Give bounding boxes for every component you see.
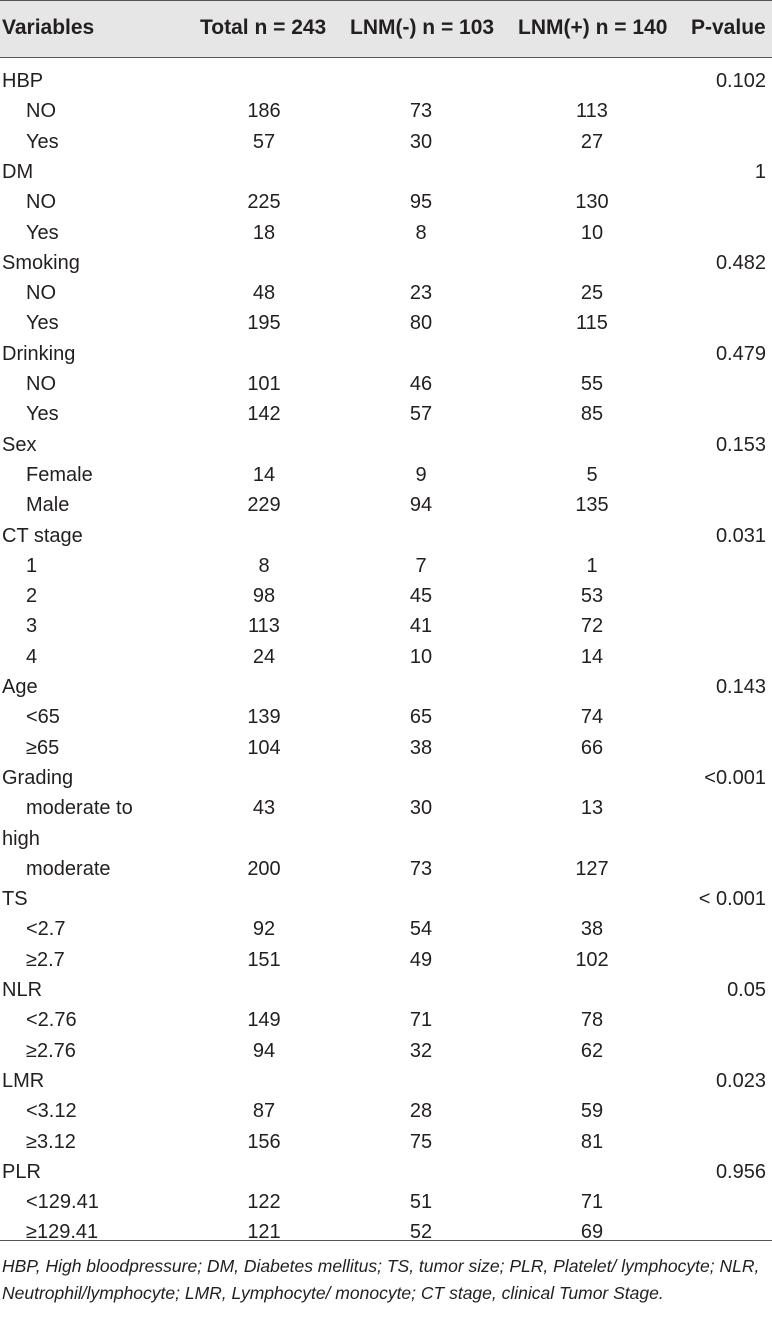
cell-lnm-positive: 69 xyxy=(580,1221,604,1244)
row-label: ≥129.41 xyxy=(26,1221,99,1244)
cell-total: 43 xyxy=(252,797,276,820)
header-lnm-positive: LNM(+) n = 140 xyxy=(518,16,668,39)
cell-total: 195 xyxy=(247,312,281,335)
cell-lnm-positive: 81 xyxy=(580,1130,604,1153)
row-label: moderate xyxy=(26,857,111,880)
row-label: NO xyxy=(26,282,56,305)
cell-lnm-positive: 71 xyxy=(580,1191,604,1214)
row-label: Smoking xyxy=(2,251,80,274)
table-row xyxy=(0,523,772,553)
cell-total: 229 xyxy=(247,494,281,517)
row-label: 3 xyxy=(26,615,38,638)
table-row xyxy=(0,674,772,704)
table-row xyxy=(0,189,772,219)
row-label: 1 xyxy=(26,554,38,577)
table-row xyxy=(0,856,772,886)
cell-lnm-positive: 135 xyxy=(575,494,609,517)
cell-lnm-positive: 127 xyxy=(575,857,609,880)
row-label: Yes xyxy=(26,130,59,153)
table-row xyxy=(0,613,772,643)
table-row xyxy=(0,886,772,916)
cell-lnm-positive: 25 xyxy=(580,282,604,305)
table-footnote: HBP, High bloodpressure; DM, Diabetes mellitus; TS, tumor size; PLR, Platelet/ lymphocyte; NLR, Neutrophil/lymphocyte; LMR, Lymphocyte/ monocyte; CT stage, clinical Tumor Stage. xyxy=(2,1256,760,1303)
table-header xyxy=(0,0,772,58)
table-row xyxy=(0,310,772,340)
cell-lnm-negative: 52 xyxy=(409,1221,433,1244)
cell-total: 14 xyxy=(252,463,276,486)
row-label: ≥2.76 xyxy=(26,1039,76,1062)
row-label: PLR xyxy=(2,1160,41,1183)
row-label: moderate to xyxy=(26,797,133,820)
cell-lnm-positive: 130 xyxy=(575,191,609,214)
row-label: NLR xyxy=(2,979,43,1001)
cell-lnm-negative: 38 xyxy=(409,736,433,759)
header-p-value: P-value xyxy=(691,16,766,39)
table-row xyxy=(0,826,772,856)
cell-total: 200 xyxy=(247,857,281,880)
cell-total: 104 xyxy=(247,736,281,759)
row-label: <2.7 xyxy=(26,918,66,941)
cell-lnm-positive: 5 xyxy=(586,463,598,486)
cell-lnm-positive: 78 xyxy=(580,1009,604,1032)
cell-p-value: 0.153 xyxy=(715,433,766,456)
header-lnm-negative: LNM(-) n = 103 xyxy=(350,16,495,39)
cell-lnm-negative: 49 xyxy=(409,948,433,971)
row-label: <65 xyxy=(26,706,60,729)
cell-p-value: 0.482 xyxy=(715,251,766,274)
row-label: ≥65 xyxy=(26,736,60,759)
table-row xyxy=(0,916,772,946)
cell-lnm-negative: 57 xyxy=(409,403,433,426)
cell-lnm-positive: 10 xyxy=(580,221,604,244)
cell-total: 151 xyxy=(247,948,281,971)
cell-p-value: 0.031 xyxy=(715,524,766,547)
row-label: <3.12 xyxy=(26,1100,77,1123)
cell-lnm-positive: 72 xyxy=(580,615,604,638)
row-label: TS xyxy=(2,888,28,911)
cell-total: 8 xyxy=(258,554,270,577)
cell-lnm-positive: 27 xyxy=(580,130,604,153)
row-label: Yes xyxy=(26,312,59,335)
row-label: Male xyxy=(26,494,70,517)
cell-lnm-positive: 113 xyxy=(576,100,608,123)
cell-p-value: 0.143 xyxy=(715,676,766,698)
cell-total: 113 xyxy=(248,615,280,638)
row-label: HBP xyxy=(2,70,44,92)
table-row xyxy=(0,492,772,522)
cell-total: 48 xyxy=(252,282,276,305)
cell-p-value: <0.001 xyxy=(704,766,766,789)
cell-lnm-positive: 53 xyxy=(580,585,604,608)
cell-total: 142 xyxy=(247,403,281,426)
cell-p-value: 1 xyxy=(754,160,766,183)
cell-total: 121 xyxy=(247,1221,281,1244)
table-row xyxy=(0,401,772,431)
cell-total: 92 xyxy=(252,918,276,941)
cell-total: 225 xyxy=(247,191,281,214)
cell-p-value: 0.023 xyxy=(715,1069,766,1092)
cell-lnm-positive: 55 xyxy=(580,373,604,395)
cell-lnm-positive: 59 xyxy=(580,1100,604,1123)
cell-total: 18 xyxy=(252,221,276,244)
table-row xyxy=(0,1038,772,1068)
header-total: Total n = 243 xyxy=(200,16,327,39)
cell-p-value: 0.479 xyxy=(715,342,766,365)
cell-lnm-negative: 73 xyxy=(409,857,433,880)
table-bottom-rule xyxy=(0,1240,772,1241)
cell-lnm-negative: 65 xyxy=(409,706,433,729)
cell-lnm-positive: 14 xyxy=(580,645,604,668)
table-row xyxy=(0,1129,772,1159)
table-row xyxy=(0,250,772,280)
table-row xyxy=(0,704,772,734)
cell-p-value: 0.102 xyxy=(715,70,766,92)
cell-total: 122 xyxy=(247,1191,281,1214)
cell-lnm-positive: 1 xyxy=(586,554,598,577)
cell-lnm-negative: 71 xyxy=(409,1009,433,1032)
row-label: Yes xyxy=(26,221,59,244)
table-row xyxy=(0,280,772,310)
row-label: 4 xyxy=(26,645,38,668)
cell-total: 149 xyxy=(247,1009,281,1032)
table-row xyxy=(0,977,772,1007)
row-label: Drinking xyxy=(2,342,76,365)
table-row xyxy=(0,1068,772,1098)
cell-lnm-positive: 102 xyxy=(575,948,609,971)
cell-lnm-negative: 8 xyxy=(415,221,427,244)
table-row xyxy=(0,644,772,674)
table-row xyxy=(0,947,772,977)
table-row xyxy=(0,68,772,98)
cell-lnm-positive: 62 xyxy=(580,1039,604,1062)
cell-lnm-positive: 115 xyxy=(576,312,608,335)
cell-total: 94 xyxy=(252,1039,276,1062)
cell-total: 57 xyxy=(252,130,276,153)
table-row xyxy=(0,371,772,401)
row-label: high xyxy=(2,827,40,850)
cell-lnm-positive: 85 xyxy=(580,403,604,426)
row-label: ≥2.7 xyxy=(26,948,65,971)
table-row xyxy=(0,735,772,765)
row-label: Sex xyxy=(2,433,37,456)
cell-lnm-negative: 9 xyxy=(415,463,427,486)
table-row xyxy=(0,432,772,462)
cell-lnm-positive: 38 xyxy=(580,918,604,941)
table-row xyxy=(0,765,772,795)
table-row xyxy=(0,1007,772,1037)
table-row xyxy=(0,1189,772,1219)
cell-total: 24 xyxy=(252,645,276,668)
cell-p-value: 0.05 xyxy=(727,979,766,1001)
table-row xyxy=(0,159,772,189)
cell-lnm-negative: 51 xyxy=(409,1191,433,1214)
header-variables: Variables xyxy=(2,16,95,39)
cell-lnm-negative: 75 xyxy=(409,1130,433,1153)
cell-lnm-positive: 74 xyxy=(580,706,604,729)
table-row xyxy=(0,341,772,371)
cell-lnm-negative: 32 xyxy=(409,1039,433,1062)
cell-lnm-negative: 23 xyxy=(409,282,433,305)
row-label: ≥3.12 xyxy=(26,1130,76,1153)
cell-p-value: 0.956 xyxy=(715,1160,766,1183)
cell-lnm-negative: 54 xyxy=(409,918,433,941)
row-label: Yes xyxy=(26,403,59,426)
row-label: <2.76 xyxy=(26,1009,77,1032)
row-label: DM xyxy=(2,160,34,183)
table-row xyxy=(0,795,772,825)
cell-lnm-negative: 10 xyxy=(409,645,433,668)
cell-lnm-negative: 95 xyxy=(409,191,433,214)
cell-lnm-negative: 45 xyxy=(409,585,433,608)
table-row xyxy=(0,1098,772,1128)
table-row xyxy=(0,1159,772,1189)
cell-lnm-negative: 30 xyxy=(409,130,433,153)
row-label: Age xyxy=(2,676,38,698)
row-label: LMR xyxy=(2,1069,45,1092)
cell-total: 98 xyxy=(252,585,276,608)
row-label: NO xyxy=(26,373,56,395)
row-label: 2 xyxy=(26,585,38,608)
cell-total: 101 xyxy=(247,373,281,395)
cell-lnm-negative: 28 xyxy=(409,1100,433,1123)
cell-lnm-negative: 46 xyxy=(409,373,433,395)
row-label: Female xyxy=(26,463,93,486)
cell-p-value: < 0.001 xyxy=(698,888,766,911)
table-row xyxy=(0,462,772,492)
row-label: NO xyxy=(26,100,56,123)
cell-lnm-negative: 94 xyxy=(409,494,433,517)
cell-lnm-negative: 73 xyxy=(409,100,433,123)
cell-lnm-positive: 13 xyxy=(580,797,604,820)
row-label: <129.41 xyxy=(26,1191,99,1214)
cell-total: 87 xyxy=(252,1100,276,1123)
table-row xyxy=(0,1219,772,1249)
cell-total: 186 xyxy=(247,100,281,123)
table-row xyxy=(0,220,772,250)
cell-total: 139 xyxy=(247,706,281,729)
cell-total: 156 xyxy=(247,1130,281,1153)
cell-lnm-negative: 80 xyxy=(409,312,433,335)
row-label: CT stage xyxy=(2,524,83,547)
cell-lnm-negative: 7 xyxy=(415,554,427,577)
table-row xyxy=(0,98,772,128)
cell-lnm-negative: 30 xyxy=(409,797,433,820)
table-row xyxy=(0,129,772,159)
table-row xyxy=(0,583,772,613)
row-label: NO xyxy=(26,191,56,214)
row-label: Grading xyxy=(2,766,74,789)
cell-lnm-positive: 66 xyxy=(580,736,604,759)
table-row xyxy=(0,553,772,583)
cell-lnm-negative: 41 xyxy=(409,615,433,638)
